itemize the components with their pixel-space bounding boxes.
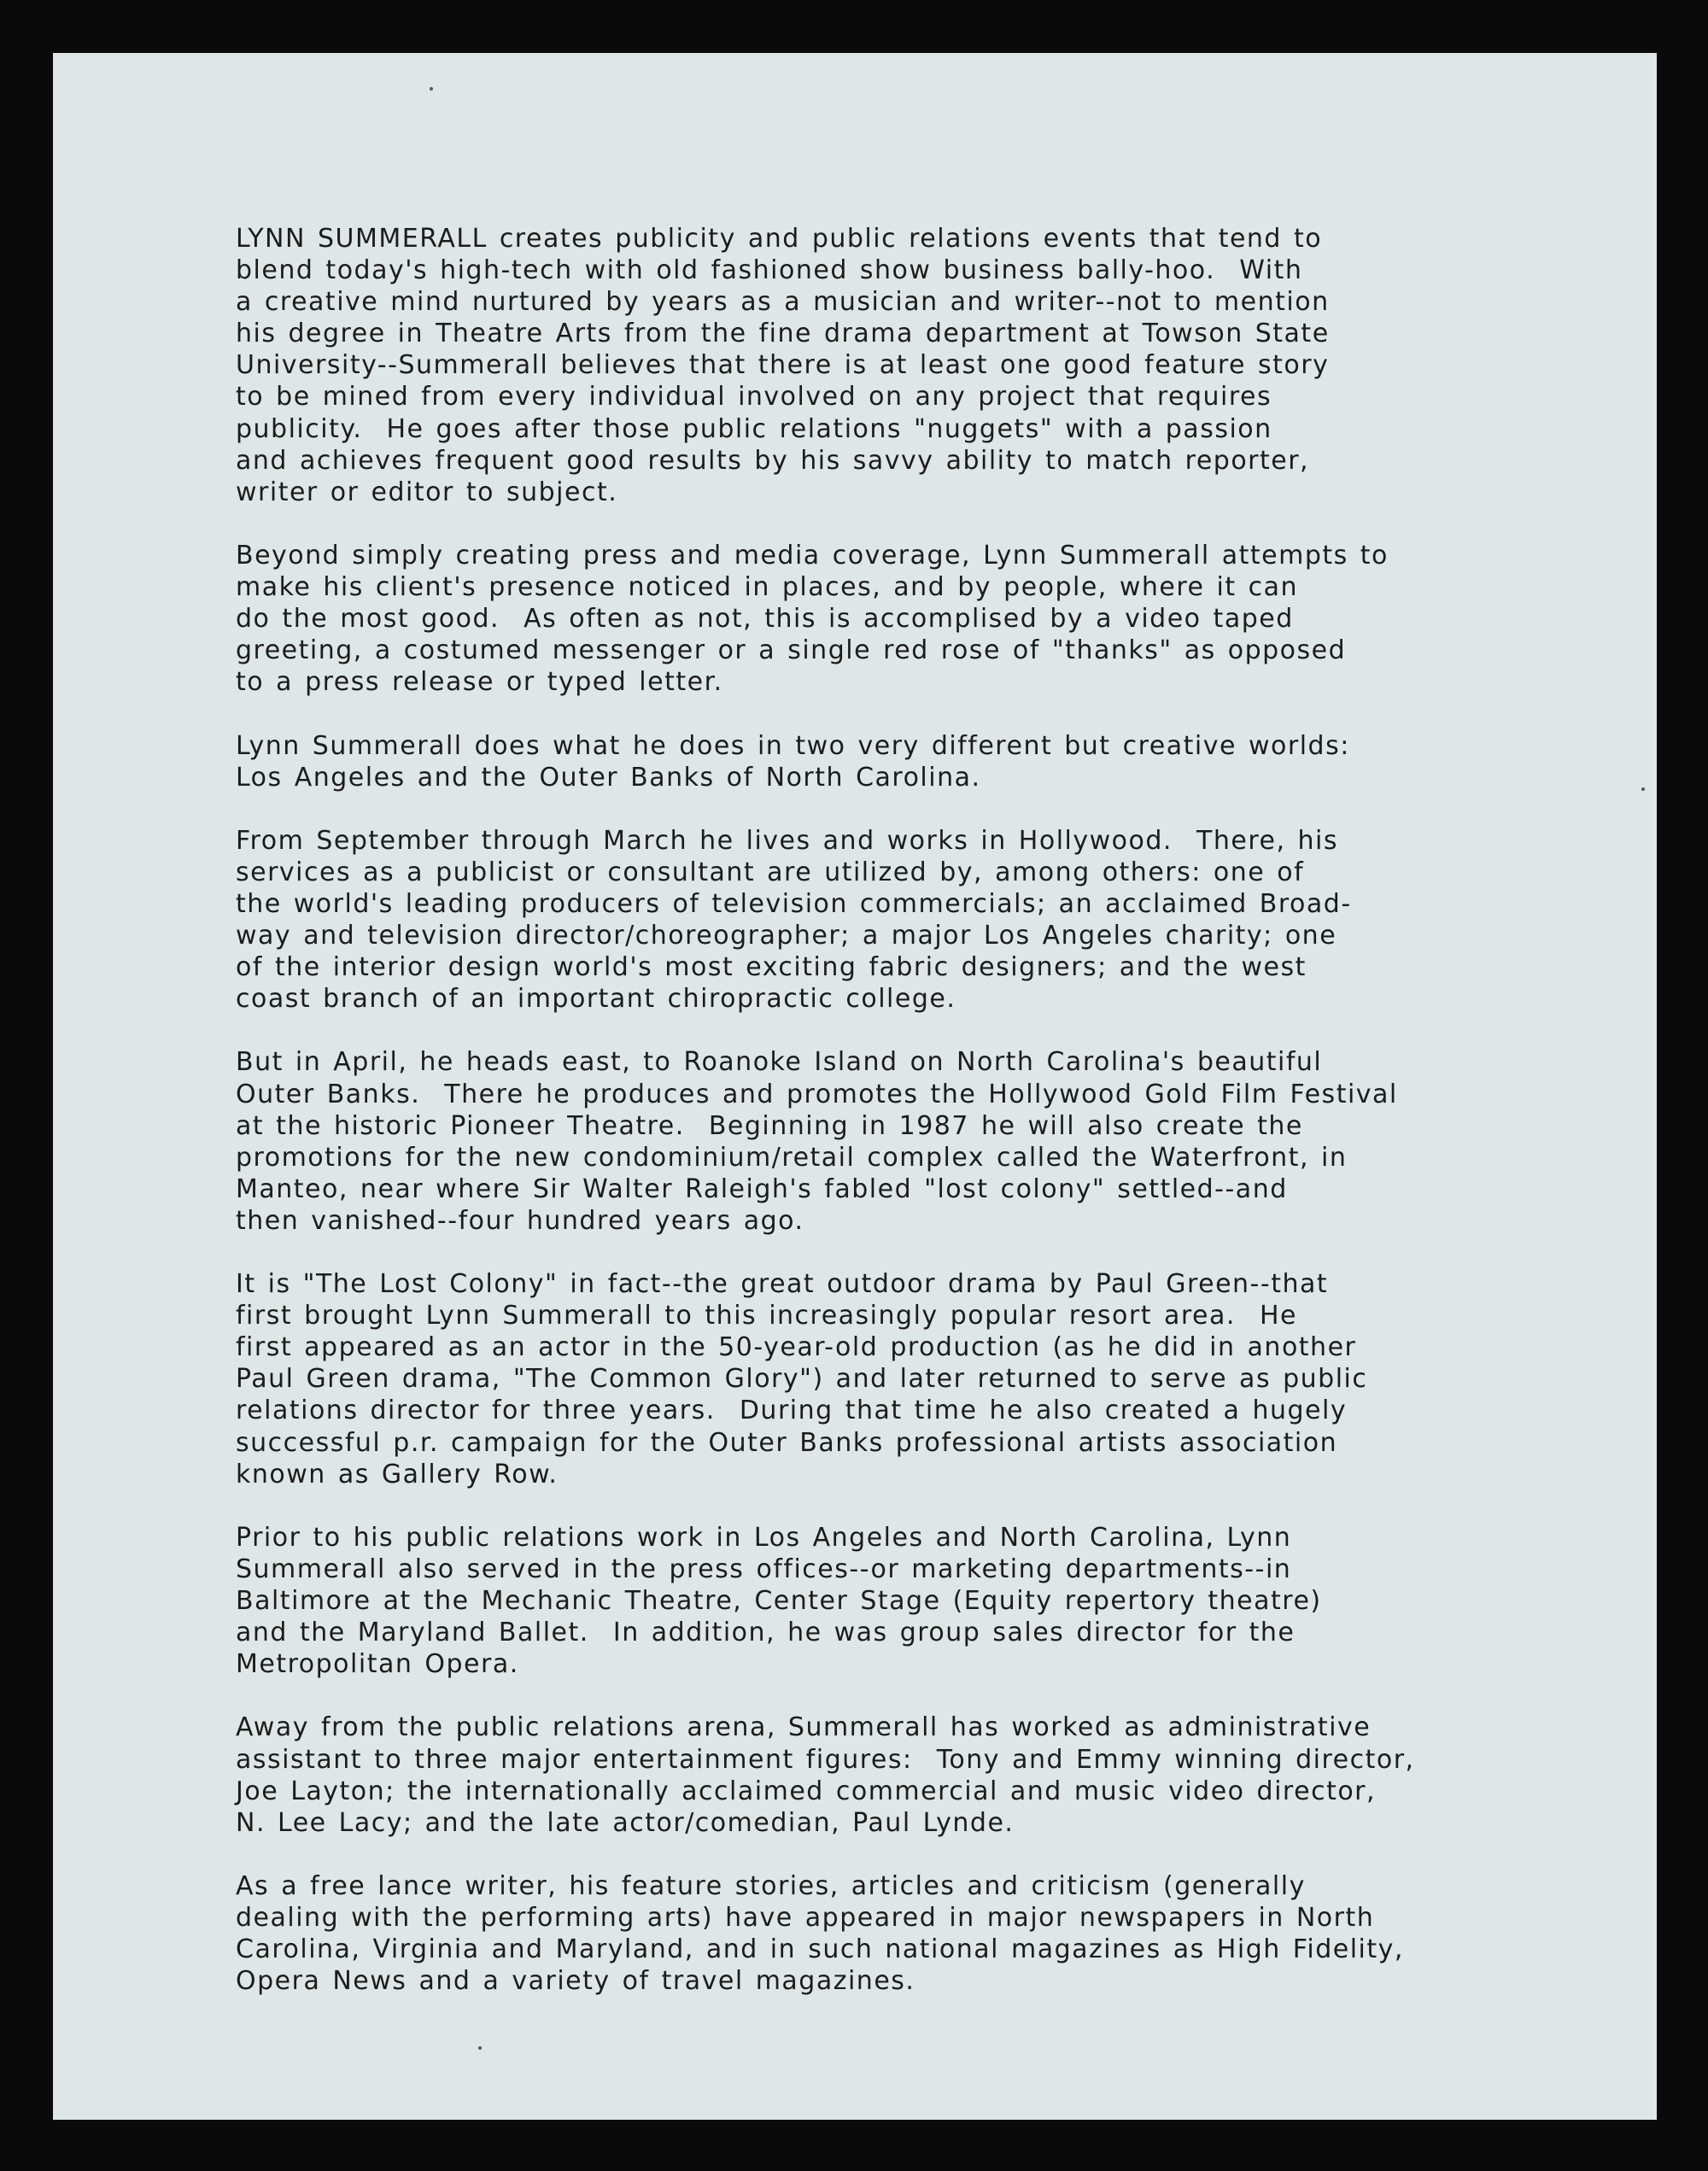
text-line: first appeared as an actor in the 50-year-old production (as he did in another <box>236 1332 1357 1363</box>
text-line: coast branch of an important chiropractic college. <box>236 984 956 1015</box>
paragraph-4 <box>236 825 1602 1015</box>
document-body <box>236 223 1602 2028</box>
text-line: at the historic Pioneer Theatre. Beginning in 1987 he will also create the <box>236 1110 1303 1141</box>
text-line: make his client's presence noticed in places, and by people, where it can <box>236 572 1299 603</box>
text-line: It is "The Lost Colony" in fact--the great outdoor drama by Paul Green--that <box>236 1269 1329 1300</box>
text-line: way and television director/choreographer; a major Los Angeles charity; one <box>236 921 1337 951</box>
text-line: to be mined from every individual involved on any project that requires <box>236 382 1272 413</box>
text-line: services as a publicist or consultant are utilized by, among others: one of <box>236 857 1305 887</box>
text-line: to a press release or typed letter. <box>236 667 723 698</box>
text-line: N. Lee Lacy; and the late actor/comedian, Paul Lynde. <box>236 1807 1015 1838</box>
text-line: do the most good. As often as not, this is accomplised by a video taped <box>236 604 1294 635</box>
text-line: blend today's high-tech with old fashioned show business bally-hoo. With <box>236 255 1303 286</box>
text-line: Metropolitan Opera. <box>236 1649 519 1680</box>
text-line: Paul Green drama, "The Common Glory") and later returned to serve as public <box>236 1364 1368 1395</box>
text-line: Lynn Summerall does what he does in two very different but creative worlds: <box>236 730 1350 761</box>
text-line: But in April, he heads east, to Roanoke Island on North Carolina's beautiful <box>236 1047 1323 1078</box>
paper-speck <box>430 87 433 91</box>
text-line: the world's leading producers of television commercials; an acclaimed Broad- <box>236 888 1352 919</box>
text-line: greeting, a costumed messenger or a single red rose of "thanks" as opposed <box>236 635 1347 666</box>
paragraph-6 <box>236 1268 1602 1490</box>
text-line: Away from the public relations arena, Summerall has worked as administrative <box>236 1712 1372 1743</box>
text-line: From September through March he lives and works in Hollywood. There, his <box>236 825 1339 856</box>
paragraph-1 <box>236 223 1602 508</box>
paper-speck <box>1641 787 1645 791</box>
text-line: Manteo, near where Sir Walter Raleigh's fabled "lost colony" settled--and <box>236 1173 1288 1204</box>
text-line: Summerall also served in the press offices--or marketing departments--in <box>236 1554 1292 1584</box>
text-line: Carolina, Virginia and Maryland, and in such national magazines as High Fidelity, <box>236 1934 1404 1965</box>
text-line: Outer Banks. There he produces and promotes the Hollywood Gold Film Festival <box>236 1079 1398 1109</box>
text-line: successful p.r. campaign for the Outer Banks professional artists association <box>236 1427 1338 1458</box>
text-line: a creative mind nurtured by years as a musician and writer--not to mention <box>236 287 1330 318</box>
text-line: of the interior design world's most exciting fabric designers; and the west <box>236 952 1307 983</box>
paragraph-5 <box>236 1046 1602 1237</box>
text-line: Los Angeles and the Outer Banks of North Carolina. <box>236 762 981 793</box>
text-line: dealing with the performing arts) have appeared in major newspapers in North <box>236 1902 1375 1933</box>
paper-sheet <box>53 53 1657 2120</box>
paragraph-2 <box>236 540 1602 698</box>
paragraph-9 <box>236 1870 1602 1997</box>
text-line: University--Summerall believes that there is at least one good feature story <box>236 350 1330 381</box>
text-line: Joe Layton; the internationally acclaimed commercial and music video director, <box>236 1776 1377 1806</box>
text-line: known as Gallery Row. <box>236 1459 559 1489</box>
text-line: As a free lance writer, his feature stories, articles and criticism (generally <box>236 1870 1306 1901</box>
text-line: Beyond simply creating press and media coverage, Lynn Summerall attempts to <box>236 540 1389 571</box>
text-line: assistant to three major entertainment figures: Tony and Emmy winning director, <box>236 1744 1415 1775</box>
text-line: then vanished--four hundred years ago. <box>236 1205 804 1236</box>
text-line: first brought Lynn Summerall to this increasingly popular resort area. He <box>236 1301 1298 1331</box>
text-line: and the Maryland Ballet. In addition, he was group sales director for the <box>236 1618 1296 1648</box>
text-line: Baltimore at the Mechanic Theatre, Center Stage (Equity repertory theatre) <box>236 1586 1322 1617</box>
text-line: publicity. He goes after those public relations "nuggets" with a passion <box>236 413 1272 444</box>
text-line: relations director for three years. During that time he also created a hugely <box>236 1396 1348 1426</box>
text-line: promotions for the new condominium/retail complex called the Waterfront, in <box>236 1142 1348 1173</box>
paragraph-7 <box>236 1522 1602 1680</box>
text-line: LYNN SUMMERALL creates publicity and public relations events that tend to <box>236 224 1323 254</box>
text-line: writer or editor to subject. <box>236 477 618 507</box>
text-line: and achieves frequent good results by his savvy ability to match reporter, <box>236 445 1310 476</box>
paragraph-8 <box>236 1712 1602 1838</box>
text-line: Prior to his public relations work in Los Angeles and North Carolina, Lynn <box>236 1522 1292 1553</box>
paragraph-3 <box>236 730 1602 793</box>
text-line: Opera News and a variety of travel magazines. <box>236 1966 915 1997</box>
text-line: his degree in Theatre Arts from the fine drama department at Towson State <box>236 319 1330 349</box>
paper-speck <box>478 2046 482 2050</box>
